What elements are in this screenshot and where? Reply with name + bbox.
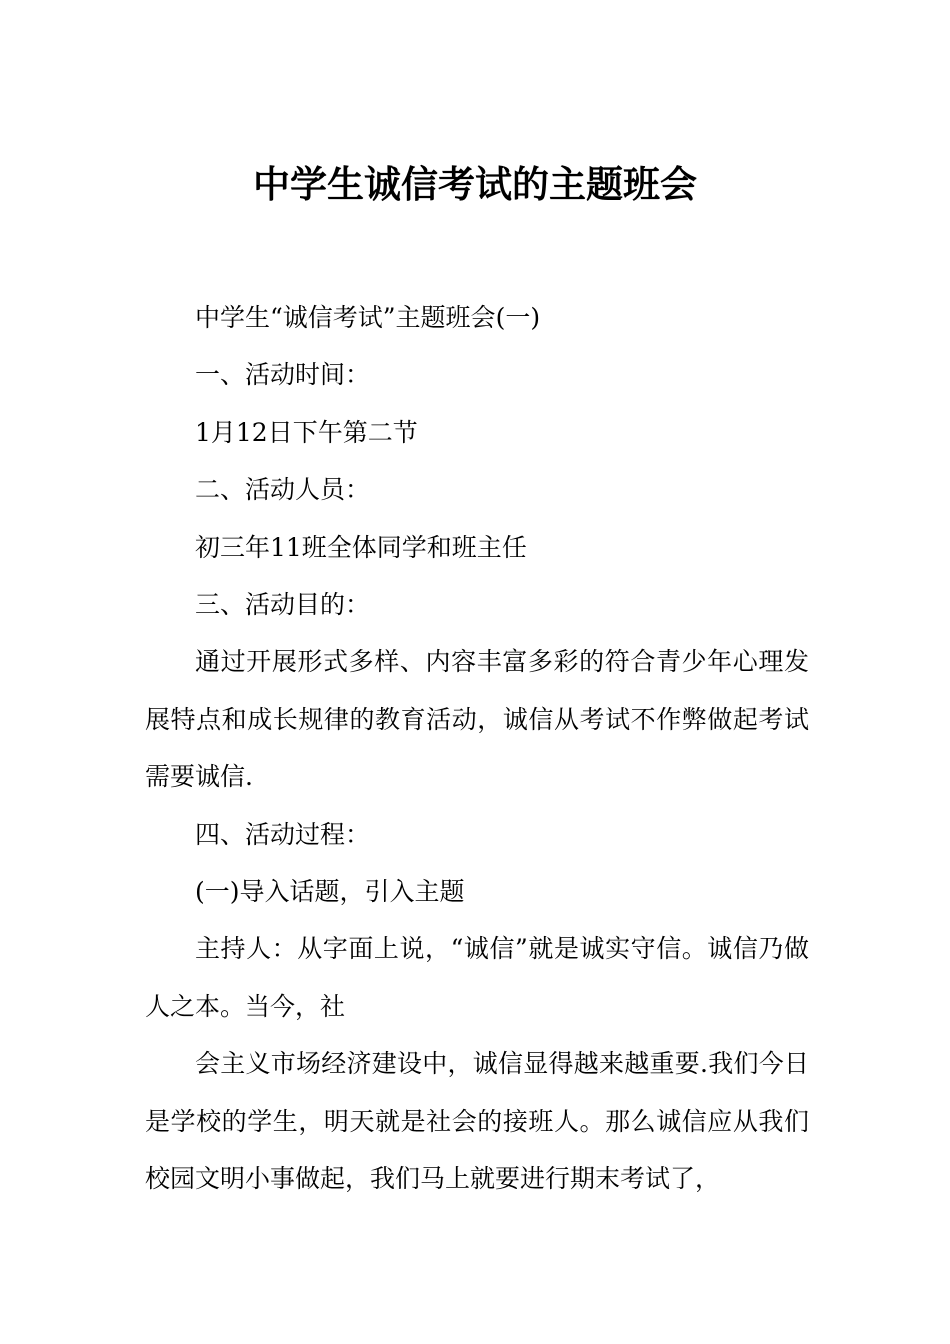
paragraph-meeting-subtitle: 中学生“诚信考试”主题班会(一) [195,303,541,332]
paragraph-section-purpose-heading: 三、活动目的： [195,590,371,620]
paragraph-host-speech-2: 会主义市场经济建设中，诚信显得越来越重要.我们今日是学校的学生，明天就是社会的接班人。那么诚信应从我们校园文明小事做起，我们马上就要进行期末考试了， [145,1049,809,1194]
paragraph-host-speech-1: 主持人：从字面上说，“诚信”就是诚实守信。诚信乃做人之本。当今，社 [145,934,809,1021]
paragraph-people-value: 初三年11班全体同学和班主任 [195,532,527,562]
paragraph-section-process-heading: 四、活动过程： [195,819,371,849]
paragraph-section-people-heading: 二、活动人员： [195,475,371,505]
paragraph-section-time-heading: 一、活动时间： [195,360,371,390]
document-body [145,289,809,1208]
paragraph-subsection-intro: (一)导入话题，引入主题 [195,877,465,907]
document-title: 中学生诚信考试的主题班会 [253,163,697,206]
paragraph-purpose-text: 通过开展形式多样、内容丰富多彩的符合青少年心理发展特点和成长规律的教育活动，诚信从考试不作弊做起考试需要诚信. [145,647,809,792]
paragraph-time-value: 1月12日下午第二节 [195,417,418,447]
